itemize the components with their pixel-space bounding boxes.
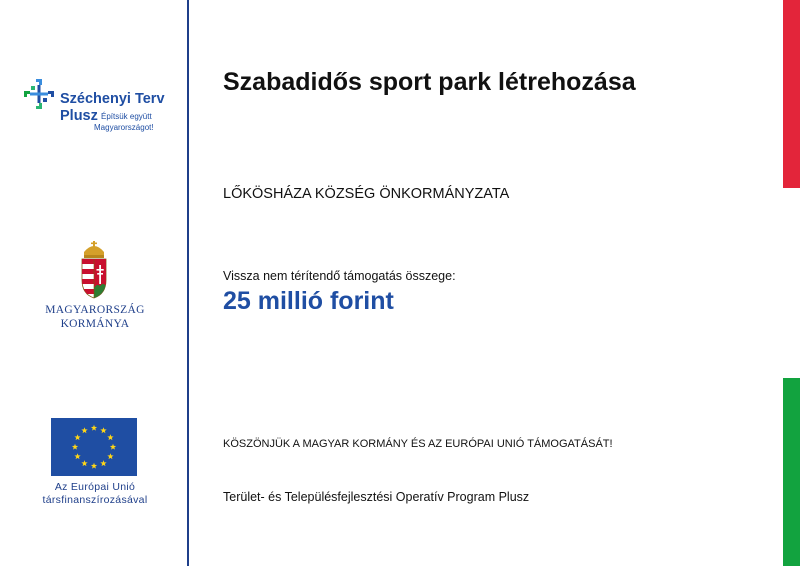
szechenyi-terv-logo (22, 75, 182, 137)
szechenyi-title: Széchenyi Terv (60, 91, 165, 107)
government-logo (30, 238, 160, 333)
vertical-divider (187, 0, 189, 566)
program-name: Terület- és Településfejlesztési Operatív Program Plusz (223, 490, 530, 504)
eu-text-line-2: társfinanszírozásával (42, 494, 148, 506)
szechenyi-tagline-1: Építsük együtt (101, 112, 152, 121)
project-title: Szabadidős sport park létrehozása (223, 68, 636, 96)
beneficiary-name: LŐKÖSHÁZA KÖZSÉG ÖNKORMÁNYZATA (223, 186, 510, 202)
eu-flag-icon (51, 418, 137, 476)
thanks-statement: KÖSZÖNJÜK A MAGYAR KORMÁNY ÉS AZ EURÓPAI UNIÓ TÁMOGATÁSÁT! (223, 438, 613, 450)
szechenyi-plus: Plusz (60, 108, 98, 124)
szechenyi-tagline-2: Magyarországot! (94, 123, 154, 132)
government-name-line-2: KORMÁNYA (60, 318, 130, 330)
eu-cofinancing-logo (25, 418, 165, 510)
szechenyi-plus-mark-icon (22, 77, 56, 111)
hungarian-coat-of-arms-icon (79, 238, 109, 300)
grant-label: Vissza nem térítendő támogatás összege: (223, 269, 456, 283)
grant-amount: 25 millió forint (223, 287, 394, 315)
eu-text-line-1: Az Európai Unió (54, 481, 136, 493)
flag-stripe-green (783, 378, 800, 566)
flag-stripe-red (783, 0, 800, 188)
government-name-line-1: MAGYARORSZÁG (45, 304, 145, 316)
